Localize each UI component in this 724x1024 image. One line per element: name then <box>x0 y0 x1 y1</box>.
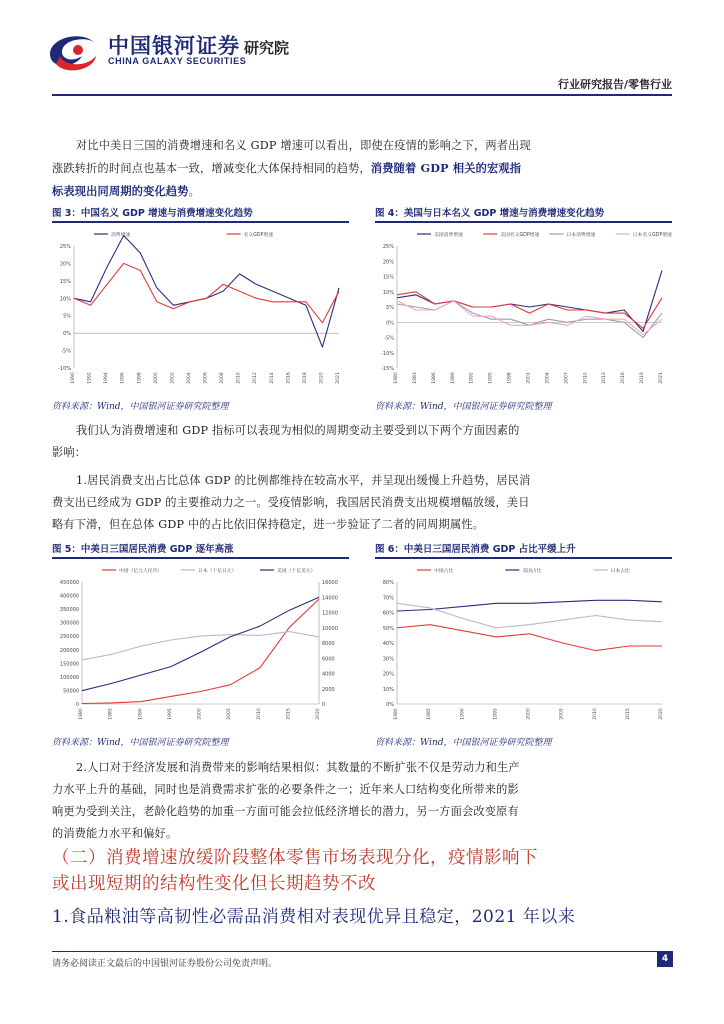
x-tick-label: 2020 <box>659 708 664 720</box>
x-tick-label: 1985 <box>427 708 433 720</box>
intro-line-2-text: 涨跌转折的时间点也基本一致，增减变化大体保持相同的趋势， <box>52 162 371 175</box>
point2-line-1: 2.人口对于经济发展和消费带来的影响结果相似：其数量的不断扩张不仅是劳动力和生产 <box>76 761 520 774</box>
y-tick-label: 20% <box>59 261 71 268</box>
intro-emphasis-a: 消费随着 GDP 相关的宏观指 <box>370 161 522 175</box>
paragraph-point-1 <box>52 470 677 536</box>
x-tick-label: 1992 <box>87 372 93 384</box>
y-tick-label: -10% <box>381 350 394 357</box>
x-tick-label: 2015 <box>286 708 292 720</box>
y2-tick-label: 2000 <box>322 686 335 693</box>
legend-label: 美国（十亿美元） <box>277 569 316 574</box>
fig3-title-rule <box>52 221 349 223</box>
x-tick-label: 2010 <box>256 708 262 720</box>
legend-label: 美国消费增速 <box>434 233 463 238</box>
fig6-title: 图 6：中美日三国居民消费 GDP 占比平缓上升 <box>375 544 576 555</box>
subsection-heading: 1.食品粮油等高韧性必需品消费相对表现优异且稳定，2021 年以来 <box>52 907 576 927</box>
page-number: 4 <box>657 951 673 967</box>
y-tick-label: 10% <box>382 289 394 296</box>
brand-name-en: CHINA GALAXY SECURITIES <box>108 56 247 66</box>
x-tick-label: 2005 <box>227 708 233 720</box>
x-tick-label: 2010 <box>592 708 598 720</box>
x-tick-label: 1980 <box>79 708 84 720</box>
series-line <box>397 603 662 628</box>
y-tick-label: -15% <box>381 366 394 372</box>
x-tick-label: 1998 <box>507 372 513 384</box>
y-tick-label: -5% <box>61 348 71 355</box>
x-tick-label: 2021 <box>336 372 341 384</box>
y-tick-label: 40% <box>382 641 394 647</box>
y-tick-label: 300000 <box>59 620 79 627</box>
x-tick-label: 1985 <box>108 708 114 720</box>
x-tick-label: 1986 <box>431 372 437 384</box>
x-tick-label: 2000 <box>526 708 532 720</box>
x-tick-label: 2013 <box>602 372 608 384</box>
y-tick-label: 15% <box>59 278 71 285</box>
legend-label: 日本消费增速 <box>566 233 596 238</box>
fig4-title-rule <box>375 221 672 223</box>
intro-line-1: 对比中美日三国的消费增速和名义 GDP 增速可以看出，即使在疫情的影响之下，两者出现 <box>76 139 531 152</box>
x-tick-label: 2016 <box>286 372 292 384</box>
y-tick-label: -10% <box>58 366 71 372</box>
x-tick-label: 1980 <box>394 708 399 720</box>
x-tick-label: 2016 <box>621 372 627 384</box>
series-line <box>82 597 319 690</box>
x-tick-label: 2002 <box>170 372 176 384</box>
y-tick-label: 5% <box>63 313 71 320</box>
x-tick-label: 1995 <box>167 708 173 720</box>
y-tick-label: 0 <box>75 702 79 708</box>
brand-name-cn: 中国银河证券 <box>108 34 240 58</box>
x-tick-label: 2005 <box>559 708 565 720</box>
point2-line-2: 力水平上升的基础，同时也是消费需求扩张的必要条件之一；近年来人口结构变化所带来的影 <box>52 783 519 796</box>
footer-divider <box>52 951 672 952</box>
x-tick-label: 1990 <box>71 372 76 384</box>
x-tick-label: 2010 <box>583 372 589 384</box>
point2-line-4: 的消费能力水平和偏好。 <box>52 827 178 840</box>
x-tick-label: 2021 <box>659 372 664 384</box>
x-tick-label: 1990 <box>138 708 144 720</box>
y-tick-label: 100000 <box>59 674 79 681</box>
x-tick-label: 1994 <box>104 372 110 384</box>
x-tick-label: 2001 <box>526 372 532 384</box>
y-tick-label: 20% <box>382 671 394 678</box>
x-tick-label: 1998 <box>137 372 143 384</box>
y2-tick-label: 0 <box>322 702 326 708</box>
point1-line-1: 1.居民消费支出占比总体 GDP 的比例都维持在较高水平，并呈现出缓慢上升趋势，居民消 <box>76 474 531 487</box>
fig3-chart <box>52 224 349 390</box>
x-tick-label: 2019 <box>640 372 646 384</box>
intro-end: 。 <box>188 185 201 198</box>
y-tick-label: 250000 <box>59 634 79 641</box>
series-line <box>397 600 662 611</box>
y2-tick-label: 4000 <box>322 671 335 678</box>
series-line <box>82 599 319 703</box>
y-tick-label: 50000 <box>63 688 79 695</box>
header-divider <box>52 94 672 96</box>
y-tick-label: 0% <box>386 702 394 708</box>
legend-label: 日本（十亿日元） <box>198 569 237 574</box>
fig5-chart <box>52 560 349 726</box>
fig3-title: 图 3：中国名义 GDP 增速与消费增速变化趋势 <box>52 208 253 219</box>
fig4-title: 图 4：美国与日本名义 GDP 增速与消费增速变化趋势 <box>375 208 605 219</box>
x-tick-label: 2004 <box>545 372 551 384</box>
y-tick-label: -5% <box>384 335 394 342</box>
legend-label: 美国占比 <box>522 569 542 574</box>
y-tick-label: 200000 <box>59 647 79 654</box>
point1-line-3: 略有下滑，但在总体 GDP 中的占比依旧保持稳定，进一步验证了二者的同周期属性。 <box>52 518 485 531</box>
company-logo <box>40 26 102 76</box>
x-tick-label: 2007 <box>564 372 570 384</box>
x-tick-label: 2015 <box>625 708 631 720</box>
point1-line-2: 费支出已经成为 GDP 的主要推动力之一。受疫情影响，我国居民消费支出规模增幅放缓，美日 <box>52 496 530 509</box>
y-tick-label: 70% <box>382 595 394 602</box>
legend-label: 美国名义GDP增速 <box>500 233 540 238</box>
x-tick-label: 1995 <box>493 708 499 720</box>
y-tick-label: 20% <box>382 259 394 266</box>
x-tick-label: 2006 <box>203 372 209 384</box>
fig4-chart <box>375 224 672 390</box>
x-tick-label: 1992 <box>469 372 475 384</box>
fig6-source: 资料来源：Wind，中国银河证券研究院整理 <box>375 738 552 748</box>
y-tick-label: 10% <box>382 686 394 693</box>
y-tick-label: 80% <box>382 580 394 586</box>
y-tick-label: 10% <box>59 296 71 303</box>
legend-label: 日本名义GDP增速 <box>632 233 672 238</box>
y2-tick-label: 12000 <box>322 610 338 617</box>
fig6-chart <box>375 560 672 726</box>
x-tick-label: 1983 <box>412 372 418 384</box>
section-heading <box>52 845 677 897</box>
y2-tick-label: 10000 <box>322 625 338 632</box>
y-tick-label: 400000 <box>59 593 79 600</box>
series-line <box>397 301 662 335</box>
y-tick-label: 15% <box>382 274 394 281</box>
y2-tick-label: 14000 <box>322 595 338 602</box>
y-tick-label: 25% <box>59 244 71 250</box>
x-tick-label: 1996 <box>120 372 126 384</box>
y-tick-label: 60% <box>382 610 394 617</box>
paragraph-intro <box>52 135 677 203</box>
x-tick-label: 2000 <box>153 372 159 384</box>
x-tick-label: 1989 <box>450 372 456 384</box>
y2-tick-label: 16000 <box>322 580 338 586</box>
paragraph-point-2 <box>52 757 677 845</box>
y-tick-label: 25% <box>382 244 394 250</box>
y-tick-label: 30% <box>382 656 394 663</box>
x-tick-label: 2014 <box>269 372 275 384</box>
legend-label: 日本占比 <box>610 569 630 574</box>
x-tick-label: 1990 <box>460 708 466 720</box>
y-tick-label: 0% <box>386 320 394 327</box>
fig5-title: 图 5：中美日三国居民消费 GDP 逐年高涨 <box>52 544 234 555</box>
fig3-source: 资料来源：Wind，中国银河证券研究院整理 <box>52 402 229 412</box>
legend-label: 名义GDP增速 <box>243 233 273 238</box>
intro-emphasis-b: 标表现出同周期的变化趋势 <box>52 184 189 198</box>
report-type: 行业研究报告/零售行业 <box>557 78 672 91</box>
factors-line-1: 我们认为消费增速和 GDP 指标可以表现为相似的周期变动主要受到以下两个方面因素的 <box>76 424 520 437</box>
y-tick-label: 5% <box>386 305 394 311</box>
series-line <box>74 236 339 348</box>
y2-tick-label: 8000 <box>322 641 335 647</box>
y-tick-label: 50% <box>382 625 394 632</box>
x-tick-label: 2012 <box>253 372 259 384</box>
x-tick-label: 2020 <box>316 708 321 720</box>
section-heading-line-2: 或出现短期的结构性变化但长期趋势不改 <box>52 874 376 894</box>
intro-line-2 <box>52 157 677 180</box>
series-line <box>397 625 662 651</box>
section-heading-line-1: （二）消费增速放缓阶段整体零售市场表现分化，疫情影响下 <box>52 848 538 868</box>
paragraph-factors <box>52 420 677 464</box>
legend-label: 中国占比 <box>434 569 454 574</box>
fig5-title-rule <box>52 557 349 559</box>
legend-label: 消费增速 <box>111 233 131 238</box>
x-tick-label: 1980 <box>394 372 399 384</box>
series-line <box>74 263 339 322</box>
x-tick-label: 2008 <box>220 372 226 384</box>
x-tick-label: 1995 <box>488 372 494 384</box>
footer-disclaimer: 请务必阅读正文最后的中国银河证券股份公司免责声明。 <box>52 959 278 969</box>
y-tick-label: 150000 <box>59 661 79 668</box>
y-tick-label: 350000 <box>59 607 79 614</box>
x-tick-label: 2020 <box>319 372 325 384</box>
y-tick-label: 0% <box>63 331 71 338</box>
x-tick-label: 2000 <box>197 708 203 720</box>
intro-line-3 <box>52 180 677 203</box>
y2-tick-label: 6000 <box>322 656 335 663</box>
point2-line-3: 响更为受到关注，老龄化趋势的加重一方面可能会拉低经济增长的潜力，另一方面会改变原有 <box>52 805 519 818</box>
legend-label: 中国（亿元人民币） <box>119 569 163 574</box>
x-tick-label: 2010 <box>236 372 242 384</box>
x-tick-label: 2018 <box>302 372 308 384</box>
fig6-title-rule <box>375 557 672 559</box>
fig5-source: 资料来源：Wind，中国银河证券研究院整理 <box>52 738 229 748</box>
institute-label: 研究院 <box>244 39 290 57</box>
factors-line-2: 影响： <box>52 446 87 459</box>
fig4-source: 资料来源：Wind，中国银河证券研究院整理 <box>375 402 552 412</box>
y-tick-label: 450000 <box>59 580 79 586</box>
x-tick-label: 2004 <box>186 372 192 384</box>
